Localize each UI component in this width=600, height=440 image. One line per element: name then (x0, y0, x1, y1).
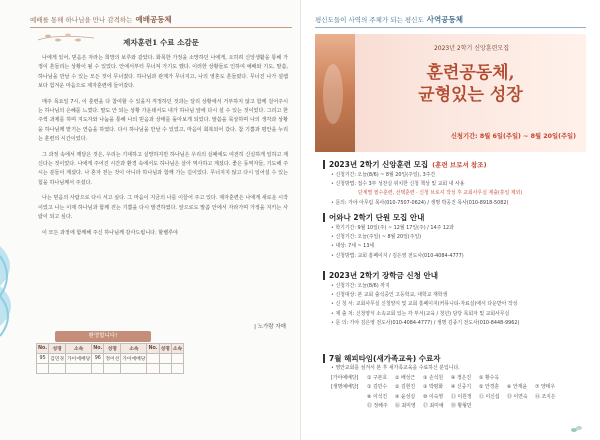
banner-title-line: 균형있는 성장 (418, 85, 523, 105)
table-header-cell: No. (147, 344, 159, 354)
welcome-title: 환영합니다! (55, 331, 151, 342)
graduate-name: ② 배성근 (395, 375, 416, 381)
graduates-list (331, 374, 586, 412)
right-header-title: 사역공동체 (426, 15, 463, 24)
graduate-name: ⑱ 황형민 (451, 403, 472, 410)
table-header-row (37, 344, 184, 354)
essay-paragraph: 매주 목요일 7시, 이 훈련을 다 참여할 수 있을지 걱정하던 것과는 달리 상황에서 거부하지 않고 함께 걸어주시는 하나님의 은혜를 느꼈다. 말도 안 되는 상황 가운데서도 내가 하나님 앞에 다시 설 수 있는 것이었다. 그리고 한 주씩 과제를 하며 지도자와 나눔을 통해 나의 믿음과 상태를 돌아보게 되었다. 말씀을 묵상하며 나의 생각과 상황을 하나님께 맡기는 연습을 하였다. 다시 하나님을 만날 수 있었고, 마음이 회복되어 갔다. 참 기쁨과 평안을 누리는 훈련의 시간이었다. (38, 98, 288, 143)
section-title-text: 7월 해피타임(새가족교육) 수료자 (329, 354, 441, 363)
table-header-cell: 성명 (159, 344, 171, 354)
section-title-sub: (훈련 브로셔 참조) (432, 161, 487, 169)
section-title-awana (323, 212, 586, 223)
graduate-names (367, 374, 586, 383)
section-title-happytime (323, 353, 586, 364)
essay-paragraph: 이 모든 과정에 함께해 주신 하나님께 감사드립니다. 할렐루야 (42, 229, 178, 236)
table-header-cell: 성명 (104, 344, 121, 354)
section-bar-icon (323, 213, 325, 222)
list-item: • 문의: 가야 아무림 목사(010-7507-0624) / 생명 박공진 목사(010-8918-5082) (331, 199, 586, 208)
table-cell (147, 364, 159, 374)
essay-signature: | 노가람 자매 (254, 324, 286, 330)
right-header (315, 14, 463, 25)
training-info-list (331, 171, 586, 208)
banner-title (361, 62, 580, 106)
section-title-text: 2023년 2학기 장학금 신청 안내 (329, 271, 438, 280)
graduate-name: ⑨ 윤성실 (395, 393, 416, 400)
essay-body (38, 54, 288, 244)
essay-paragraph: 나에게 있어, 믿음은 자라는 희망의 보루와 같았다. 화목한 가정을 소망하던 나에게, 오히려 신앙생활을 통해 가정이 흔들리는 상황이 될 수 있었다. 안에서부터 무너져 가기도 했다. 이러한 상황들로 인하여 예배와 기도, 말씀, 하나님을 만날 수 있는 모든 것이 무너졌다. 하나님과 관계가 무너지고, 나의 영혼도 흔들렸다. 무너진 나가 설렘보다 힘겨운 마음으로 제자훈련에 들어갔다. (38, 55, 288, 90)
left-header-title: 예배공동체 (135, 15, 172, 24)
essay-paragraph: 그 과정 속에서 깨달은 것은, 우리는 기대하고 실망하지만 하나님은 우리의 실패에도 여전히 신실하게 일하고 계신다는 것이었다. 나에게 주어진 시간과 환경 속에서도 하나님은 살아 역사하고 계셨다. 좋은 동역자들, 기도해 주시는 분들이 계셨다. 나 혼자 걷는 것이 아니라 하나님과 함께 가는 길이었다. 무너지지 않고 다시 일어설 수 있는 힘을 하나님께서 주셨다. (38, 151, 288, 186)
banner-subtitle: 2023년 2학기 신앙훈련모집 (433, 45, 510, 52)
table-header-cell: No. (37, 344, 49, 354)
graduate-name: ⑭ 조지은 (535, 393, 556, 400)
table-cell (159, 354, 171, 364)
banner-photo (315, 34, 355, 152)
section-bar-icon (323, 271, 325, 280)
leaf-decoration-icon (570, 424, 584, 434)
table-cell: 김민경 (49, 354, 66, 364)
right-header-prefix: 평신도들이 사역의 주체가 되는 평신도 (315, 16, 424, 24)
graduate-name: ④ 정은진 (451, 375, 472, 381)
left-header (30, 14, 172, 25)
training-banner (315, 34, 586, 152)
graduate-name: ① 김민수 (367, 384, 388, 391)
graduate-name: ⑯ 최미영 (395, 403, 416, 410)
list-item: • 신청방법: 교회 홈페이지 / 김은영 전도사(010-4084-4777) (331, 252, 586, 261)
graduate-name: ⑦ 양태우 (535, 384, 556, 391)
table-cell (92, 364, 104, 374)
table-header-cell: 소속 (171, 344, 183, 354)
table-cell (49, 364, 66, 374)
table-cell (104, 364, 121, 374)
table-cell (37, 364, 49, 374)
list-item: • 제 출 처: 신청양식 소속교회 있는 각 부서(교육 / 청년) 담당 목회자 및 교회사무실 (331, 310, 586, 319)
graduate-name: ② 김현진 (395, 384, 416, 391)
table-cell: 정이선 (104, 354, 121, 364)
wave-decoration-icon (0, 236, 30, 346)
table-cell: 가이에배당 (66, 354, 92, 364)
welcome-table (36, 343, 184, 374)
graduate-name: ⑥ 안재윤 (507, 384, 528, 391)
campus-label: [가야예배당] (331, 375, 359, 381)
graduate-name: ⑪ 이원정 (451, 393, 472, 400)
graduate-name: ⑮ 정해주 (367, 403, 388, 410)
campus-label: [생명예배당] (331, 384, 359, 391)
table-cell: 96 (92, 354, 104, 364)
table-cell: 가이에배당 (121, 354, 147, 364)
graduate-name: ⑬ 이연숙 (507, 393, 528, 400)
essay-title: 제자훈련1 수료 소감문 (123, 38, 199, 47)
table-header-cell: 소속 (66, 344, 92, 354)
table-cell (147, 354, 159, 364)
scholarship-info-list (331, 282, 586, 328)
table-cell (121, 364, 147, 374)
table-cell (171, 354, 183, 364)
list-item: • 영안교회를 섬겨서 본 후 새가족교육을 수료하신 분입니다. (331, 364, 586, 373)
list-item: • 신청대상: 본 교회 출석중인 고등학교, 대학교 재학생 (331, 291, 586, 300)
essay-paragraph: 나는 믿음의 사람으로 다시 서고 싶다. 그 마음이 지금의 나를 이끌어 주고 있다. 제자훈련은 나에게 새로운 시작이었고 나는 이제 하나님과 함께 걷는 기쁨을 다시 발견하였다. 앞으로도 말씀 안에서 자라가며 가정을 지키는 사람이 되고 싶다. (38, 195, 288, 221)
graduate-name: ⑩ 이숙영 (423, 393, 444, 400)
graduate-name: ⑧ 이석진 (367, 393, 388, 400)
list-item: • 신청방법: 접수 3부 성찬실 위치한 신청 책상 및 교회 내 사용 (331, 180, 586, 189)
signature-name: 노가람 자매 (257, 324, 286, 330)
graduate-name: ③ 박평화 (423, 384, 444, 391)
banner-title-line: 훈련공동체, (426, 63, 515, 83)
graduates-row (331, 374, 586, 383)
graduates-row (331, 383, 586, 411)
list-item: • 신청기간: 오늘(8/6) 까지 (331, 282, 586, 291)
right-header-rule (315, 27, 586, 28)
graduate-name: ⑫ 이신섭 (479, 393, 500, 400)
left-header-rule (30, 27, 292, 28)
happytime-note (331, 364, 586, 373)
table-cell (159, 364, 171, 374)
graduate-name: ① 구본호 (367, 375, 388, 381)
list-item: 단계별 필수훈련, 선택훈련 · 신청 브로셔 작성 후 교회사무실 제출(휴일 제외) (358, 190, 523, 197)
section-bar-icon (323, 160, 325, 169)
table-row (37, 364, 184, 374)
graduate-name: ⑰ 최미예 (423, 403, 444, 410)
table-row (37, 354, 184, 364)
awana-info-list (331, 224, 586, 261)
list-item: • 신 청 서: 교회사무실 신청양식 및 교회 홈페이지(커뮤니티-자료실)에서 다운받아 작성 (331, 300, 586, 309)
list-item: • 신청기간: 오늘(주일) ~ 8월 20일(주일) (331, 233, 586, 242)
table-header-cell: 소속 (121, 344, 147, 354)
section-bar-icon (323, 354, 325, 363)
section-title-text: 2023년 2학기 신앙훈련 모집 (329, 160, 429, 169)
table-header-cell: No. (92, 344, 104, 354)
list-item: • 문 의: 가야 김은영 전도사(010-4084-4777) / 생명 김종기 전도사(010-8448-9962) (331, 319, 586, 328)
graduate-name: ⑤ 안경훈 (479, 384, 500, 391)
table-cell: 95 (37, 354, 49, 364)
graduate-name: ⑤ 황수옥 (479, 375, 500, 381)
list-item: • 학기기간: 9월 10일(주) ~ 12월 17일(주) / 14주 12과 (331, 224, 586, 233)
section-title-text: 어와나 2학기 단원 모집 안내 (329, 213, 425, 222)
right-page (300, 0, 600, 440)
section-title-training (323, 159, 586, 170)
banner-date: 신청기간: 8월 6일(주일) ~ 8월 20일(주일) (450, 133, 576, 140)
table-cell (66, 364, 92, 374)
section-title-scholarship (323, 270, 586, 281)
table-header-cell: 성명 (49, 344, 66, 354)
graduate-name: ④ 신중기 (451, 384, 472, 391)
left-header-prefix: 예배를 통해 하나님을 만나 감격하는 (30, 16, 133, 24)
list-item: • 신청기간: 오늘(8/6) ~ 8월 20일(주일), 3주간 (331, 171, 586, 180)
graduate-name: ③ 손석원 (423, 375, 444, 381)
list-item: • 대상: 7세 ~ 13세 (331, 242, 586, 251)
table-cell (171, 364, 183, 374)
graduate-names (367, 383, 586, 411)
